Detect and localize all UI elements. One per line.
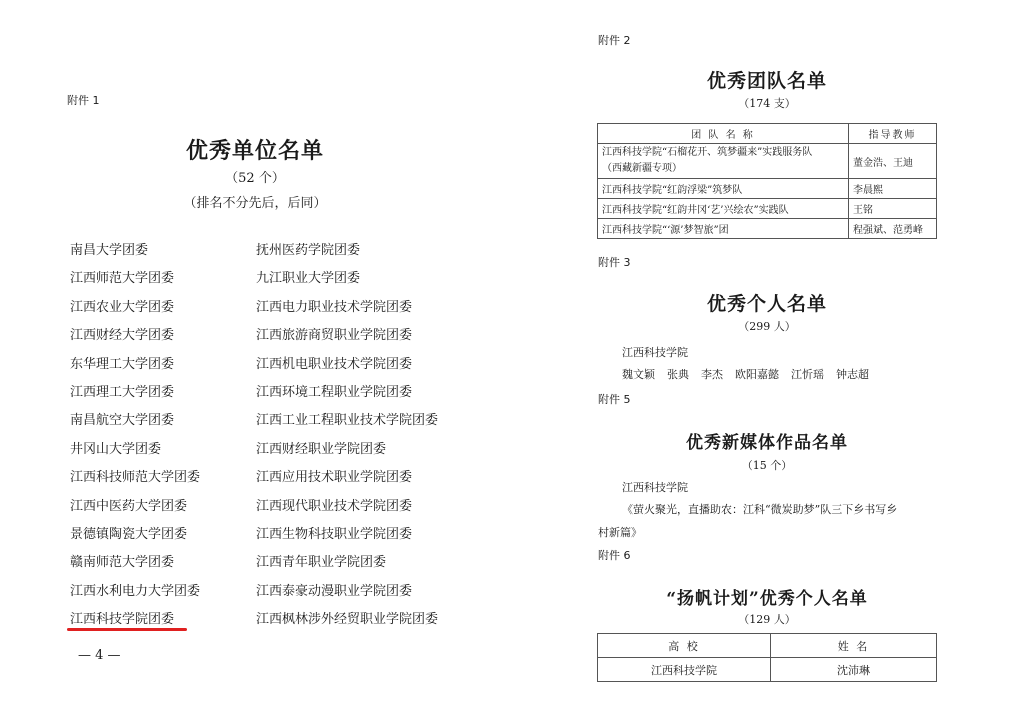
team-name-cell: 江西科技学院“‘源’梦智旅”团 — [598, 219, 849, 239]
table-row — [598, 199, 937, 219]
header-name: 姓 名 — [771, 634, 937, 658]
media-school: 江西科技学院 — [622, 481, 688, 494]
attachment-1-label: 附件 1 — [67, 94, 100, 107]
media-work-line-2: 村新篇》 — [598, 526, 642, 539]
table-row — [598, 658, 937, 682]
sail-plan-header — [598, 634, 937, 658]
individuals-school: 江西科技学院 — [622, 346, 688, 359]
team-name-cell: 江西科技学院“红韵浮梁”筑梦队 — [598, 179, 849, 199]
units-count: （52 个） — [225, 171, 285, 186]
unit-list-item: 九江职业大学团委 — [256, 271, 361, 287]
unit-list-item: 江西科技师范大学团委 — [70, 470, 201, 486]
units-column-2 — [256, 243, 496, 640]
attachment-5-label: 附件 5 — [598, 393, 631, 406]
unit-list-item: 江西生物科技职业学院团委 — [256, 526, 413, 542]
unit-list-item: 江西枫林涉外经贸职业学院团委 — [256, 612, 439, 628]
teams-table-header — [598, 124, 937, 144]
header-school: 高 校 — [598, 634, 771, 658]
units-column-1 — [70, 243, 250, 640]
team-name-line: （西藏新疆专项） — [602, 163, 682, 174]
attachment-2-label: 附件 2 — [598, 34, 631, 47]
individuals-title: 优秀个人名单 — [706, 293, 827, 315]
individual-name: 欧阳嘉懿 — [735, 368, 779, 381]
table-row — [598, 144, 937, 179]
page-number: — 4 — — [78, 648, 121, 663]
unit-list-item: 江西农业大学团委 — [70, 299, 175, 315]
unit-list-item: 景德镇陶瓷大学团委 — [70, 526, 188, 542]
individuals-count: （299 人） — [738, 320, 796, 333]
teacher-cell: 程强斌、范勇峰 — [849, 219, 937, 239]
unit-list-item: 江西机电职业技术学院团委 — [256, 356, 413, 372]
media-count: （15 个） — [741, 459, 793, 472]
unit-list-item: 江西理工大学团委 — [70, 384, 175, 400]
unit-list-item: 江西现代职业技术学院团委 — [256, 498, 413, 514]
team-name-cell: 江西科技学院“红韵井冈‘艺’兴绘农”实践队 — [598, 199, 849, 219]
units-title: 优秀单位名单 — [185, 138, 324, 164]
unit-list-item: 江西水利电力大学团委 — [70, 583, 201, 599]
individuals-names — [622, 366, 881, 382]
unit-list-item: 江西科技学院团委 — [70, 612, 175, 628]
units-note: （排名不分先后，后同） — [183, 196, 327, 211]
unit-list-item: 江西青年职业学院团委 — [256, 555, 387, 571]
unit-list-item: 井冈山大学团委 — [70, 441, 162, 457]
unit-list-item: 江西电力职业技术学院团委 — [256, 299, 413, 315]
team-name-line: 江西科技学院“石榴花开、筑梦疆来”实践服务队 — [602, 147, 813, 158]
individual-name: 魏文颖 — [622, 368, 655, 381]
unit-list-item: 赣南师范大学团委 — [70, 555, 175, 571]
teacher-cell: 董金浩、王迪 — [849, 144, 937, 179]
sail-plan-table — [597, 633, 937, 682]
individual-name: 张典 — [667, 368, 689, 381]
unit-list-item: 江西财经职业学院团委 — [256, 441, 387, 457]
media-title: 优秀新媒体作品名单 — [686, 433, 848, 453]
teams-table — [597, 123, 937, 239]
header-team-name: 团 队 名 称 — [598, 124, 849, 144]
unit-list-item: 江西泰豪动漫职业学院团委 — [256, 583, 413, 599]
highlight-underline — [67, 628, 187, 631]
unit-list-item: 江西应用技术职业学院团委 — [256, 470, 413, 486]
team-name-cell — [598, 144, 849, 179]
unit-list-item: 南昌大学团委 — [70, 243, 149, 258]
teacher-cell: 王铭 — [849, 199, 937, 219]
unit-list-item: 南昌航空大学团委 — [70, 413, 175, 429]
unit-list-item: 江西财经大学团委 — [70, 328, 175, 344]
unit-list-item: 东华理工大学团委 — [70, 356, 175, 372]
unit-list-item: 江西师范大学团委 — [70, 271, 175, 287]
media-work-line-1: 《萤火聚光，直播助农：江科“微炭助梦”队三下乡书写乡 — [622, 503, 898, 516]
header-teacher: 指导教师 — [849, 124, 937, 144]
table-row — [598, 179, 937, 199]
unit-list-item: 江西环境工程职业学院团委 — [256, 384, 413, 400]
school-cell: 江西科技学院 — [598, 658, 771, 682]
table-row — [598, 219, 937, 239]
individual-name: 江忻瑶 — [791, 368, 824, 381]
teacher-cell: 李晨熙 — [849, 179, 937, 199]
attachment-3-label: 附件 3 — [598, 256, 631, 269]
unit-list-item: 江西中医药大学团委 — [70, 498, 188, 514]
unit-list-item: 江西工业工程职业技术学院团委 — [256, 413, 439, 429]
individual-name: 钟志超 — [836, 368, 869, 381]
unit-list-item: 抚州医药学院团委 — [256, 243, 361, 258]
individual-name: 李杰 — [701, 368, 723, 381]
teams-title: 优秀团队名单 — [706, 70, 827, 92]
teams-count: （174 支） — [738, 97, 796, 110]
attachment-6-label: 附件 6 — [598, 549, 631, 562]
unit-list-item: 江西旅游商贸职业学院团委 — [256, 328, 413, 344]
sail-plan-count: （129 人） — [738, 613, 796, 626]
name-cell: 沈沛琳 — [771, 658, 937, 682]
sail-plan-title: “扬帆计划”优秀个人名单 — [666, 589, 868, 609]
